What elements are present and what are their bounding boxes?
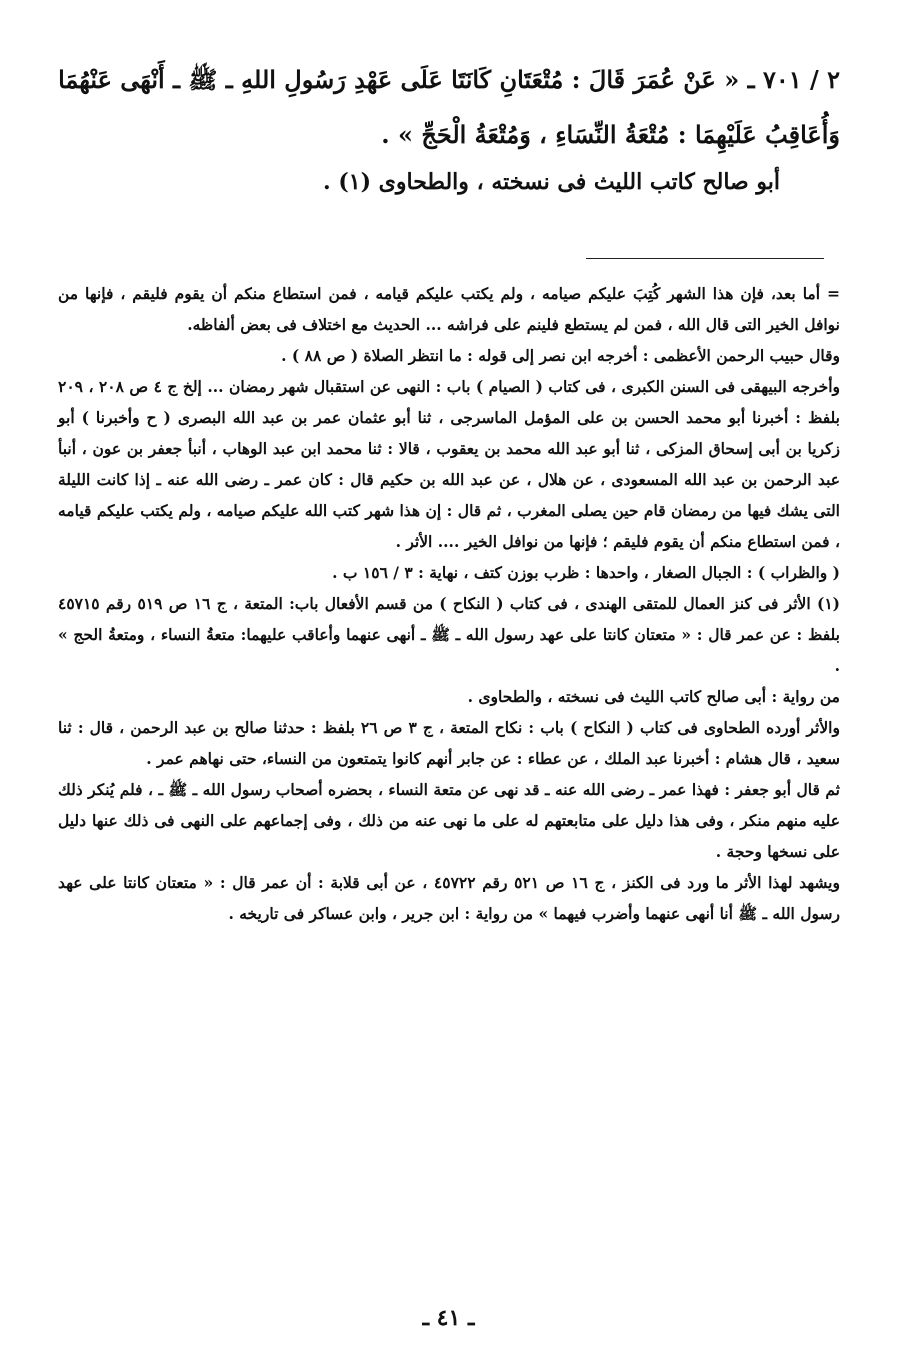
main-text-block bbox=[58, 52, 840, 202]
hadith-source: أبو صالح كاتب الليث فى نسخته ، والطحاوى (١) . bbox=[323, 169, 780, 195]
footnote-paragraph: ( والظراب ) : الجبال الصغار ، واحدها : ظرب بوزن كتف ، نهاية : ٣ / ١٥٦ ب . bbox=[332, 563, 840, 582]
hadith-line-1: ٢ / ٧٠١ ـ « عَنْ عُمَرَ قَالَ : مُتْعَتَانِ كَانَتَا عَلَى عَهْدِ رَسُولِ اللهِ ـ ﷺ ـ أَنْهَى عَنْهُمَا bbox=[58, 65, 840, 94]
footnote-paragraph: وقال حبيب الرحمن الأعظمى : أخرجه ابن نصر إلى قوله : ما انتظر الصلاة ( ص ٨٨ ) . bbox=[281, 346, 840, 365]
page-number: ـ ٤١ ـ bbox=[422, 1305, 475, 1331]
footnote-divider bbox=[586, 258, 824, 259]
footnote-paragraph: وأخرجه البيهقى فى السنن الكبرى ، فى كتاب ( الصيام ) باب : النهى عن استقبال شهر رمضان ... إلخ ج ٤ ص ٢٠٨ ، ٢٠٩ بلفظ : أخبرنا أبو محمد الحسن بن على المؤمل الماسرجى ، ثنا أبو عثمان عمر بن عبد الله البصرى ( ح وأخبرنا ) أبو زكريا بن أبى إسحاق المزكى ، ثنا أبو عبد الله محمد بن يعقوب ، قالا : ثنا محمد ابن عبد الوهاب ، أنبأ جعفر بن عون ، أنبأ عبد الرحمن بن عبد الله المسعودى ، عن هلال ، عن عبد الله بن حكيم قال : كان عمر ـ رضى الله عنه ـ إذا كانت الليلة التى يشك فيها من رمضان قام حين يصلى المغرب ، ثم قال : إن هذا شهر كتب الله عليكم صيامه ، ولم يكتب عليكم قيامه ، فمن استطاع منكم أن يقوم فليقم ؛ فإنها من نوافل الخير .... الأثر . bbox=[58, 377, 841, 551]
hadith-text bbox=[58, 52, 840, 162]
footnote-paragraph: (١) الأثر فى كنز العمال للمتقى الهندى ، فى كتاب ( النكاح ) من قسم الأفعال باب: المتعة ، ج ١٦ ص ٥١٩ رقم ٤٥٧١٥ بلفظ : عن عمر قال : « متعتان كانتا على عهد رسول الله ـ ﷺ ـ أنهى عنهما وأعاقب عليهما: متعةُ النساء ، ومتعةُ الحج » . bbox=[58, 594, 840, 675]
footnote-paragraph: من رواية : أبى صالح كاتب الليث فى نسخته ، والطحاوى . bbox=[467, 687, 840, 706]
hadith-line-2: وَأُعَاقِبُ عَلَيْهِمَا : مُتْعَةُ النِّسَاءِ ، وَمُتْعَةُ الْحَجِّ » . bbox=[381, 120, 840, 149]
footnote-paragraph: = أما بعد، فإن هذا الشهر كُتِبَ عليكم صيامه ، ولم يكتب عليكم قيامه ، فمن استطاع منكم أن يقوم فليقم ، فإنها من نوافل الخير التى قال الله ، فمن لم يستطع فلينم على فراشه ... الحديث مع اختلاف فى بعض ألفاظه. bbox=[58, 284, 840, 334]
footnotes-block bbox=[58, 278, 840, 929]
footnote-paragraph: ثم قال أبو جعفر : فهذا عمر ـ رضى الله عنه ـ قد نهى عن متعة النساء ، بحضره أصحاب رسول الله ـ ﷺ ـ ، فلم يُنكر ذلك عليه منهم منكر ، وفى هذا دليل على متابعتهم له على ما نهى عنه من ذلك ، وفى إجماعهم على النهى فى ذلك عنها دليل على نسخها وحجة . bbox=[58, 780, 840, 861]
footnote-paragraph: والأثر أورده الطحاوى فى كتاب ( النكاح ) باب : نكاح المتعة ، ج ٣ ص ٢٦ بلفظ : حدثنا صالح بن عبد الرحمن ، قال : ثنا سعيد ، قال هشام : أخبرنا عبد الملك ، عن عطاء : عن جابر أنهم كانوا يتمتعون من النساء، حتى نهاهم عمر . bbox=[58, 718, 840, 768]
footnote-paragraph: ويشهد لهذا الأثر ما ورد فى الكنز ، ج ١٦ ص ٥٢١ رقم ٤٥٧٢٢ ، عن أبى قلابة : أن عمر قال : « متعتان كانتا على عهد رسول الله ـ ﷺ أنا أنهى عنهما وأضرب فيهما » من رواية : ابن جرير ، وابن عساكر فى تاريخه . bbox=[58, 873, 840, 923]
